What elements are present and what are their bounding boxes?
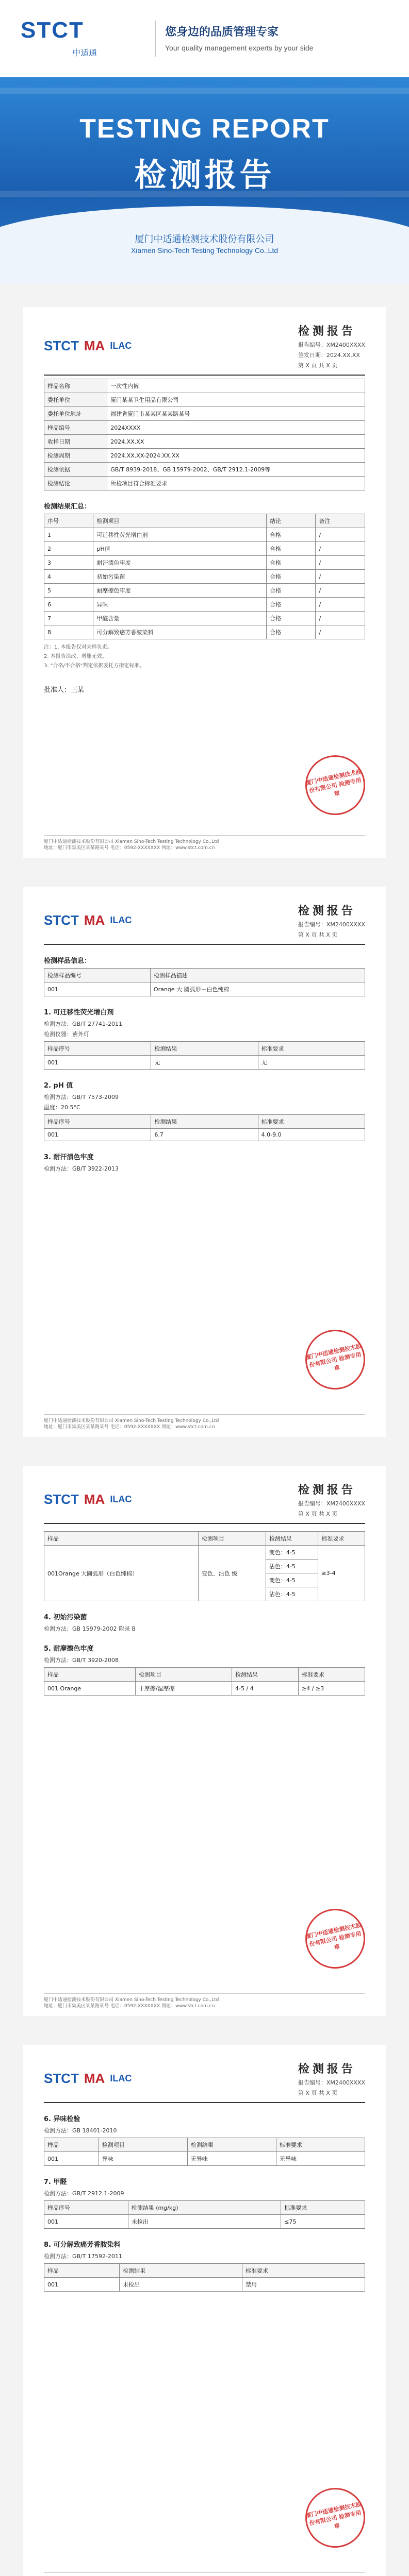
cell: 无异味 xyxy=(276,2152,365,2166)
note: 2. 本报告涂改、增删无效。 xyxy=(44,654,107,659)
result-table xyxy=(44,1667,365,1696)
label: 检测结论 xyxy=(44,477,107,490)
cell: 2 xyxy=(44,542,93,556)
table-row xyxy=(44,612,365,625)
col-header: 检测样品编号 xyxy=(44,969,151,982)
ilac-mark: ILAC xyxy=(110,2073,132,2083)
summary-caption: 检测结果汇总： xyxy=(44,503,91,511)
col-header: 样品 xyxy=(44,1532,199,1546)
label: 委托单位 xyxy=(44,393,107,407)
section-title: 3. 耐汗渍色牢度 xyxy=(44,1154,94,1161)
stct-mark: STCT xyxy=(44,1492,79,1507)
section-title: 6. 异味检验 xyxy=(44,2115,80,2123)
official-stamp: 厦门中适通检测技术股份有限公司 检测专用章 xyxy=(300,750,371,821)
col-header: 检测结果 xyxy=(151,1115,258,1129)
label: 检测方法： xyxy=(44,1165,72,1172)
section-title: 2. pH 值 xyxy=(44,1082,73,1090)
page-header xyxy=(44,902,365,945)
cell: Orange 大 圆弧形－白色纯棉 xyxy=(150,982,365,996)
cell: 1 xyxy=(44,528,93,542)
cma-mark: MA xyxy=(84,1492,105,1507)
page-footer xyxy=(44,1993,365,2010)
report-no-label: 报告编号： xyxy=(298,2079,326,2086)
cell: 无异味 xyxy=(187,2152,276,2166)
method: GB/T 3922-2013 xyxy=(72,1165,119,1172)
label: 检测方法： xyxy=(44,2253,72,2260)
col-header: 标准要求 xyxy=(258,1042,365,1056)
page-header xyxy=(44,1481,365,1524)
section-title: 4. 初始污染菌 xyxy=(44,1614,87,1621)
cell: 甲醛含量 xyxy=(93,612,267,625)
report-no: XM2400XXXX xyxy=(326,342,365,348)
cell: 6.7 xyxy=(151,1129,258,1141)
cell: / xyxy=(316,598,365,612)
cell: 合格 xyxy=(267,556,316,570)
cell: 001 Orange xyxy=(44,1682,136,1696)
section-title: 7. 甲醛 xyxy=(44,2178,67,2186)
report-no: XM2400XXXX xyxy=(326,2079,365,2086)
cell: 001 xyxy=(44,2278,120,2292)
col-header: 样品 xyxy=(44,2264,120,2278)
footer-company: 厦门中适通检测技术股份有限公司 Xiamen Sino-Tech Testing Technology Co.,Ltd xyxy=(44,1418,219,1423)
col-header: 检测项目 xyxy=(93,514,267,528)
client: 厦门某某卫生用品有限公司 xyxy=(107,393,365,407)
table-row xyxy=(44,2215,365,2229)
col-header: 标准要求 xyxy=(242,2264,365,2278)
table-row xyxy=(44,1056,365,1070)
method: GB/T 3920-2008 xyxy=(72,1657,119,1664)
table-row xyxy=(44,1546,365,1560)
report-head xyxy=(298,1481,365,1518)
info-table xyxy=(44,379,365,490)
footer-company: 厦门中适通检测技术股份有限公司 Xiamen Sino-Tech Testing Technology Co.,Ltd xyxy=(44,839,219,844)
device: 紫外灯 xyxy=(72,1031,89,1038)
report-head xyxy=(298,323,365,369)
sign-name: 王某 xyxy=(71,686,85,694)
cell: / xyxy=(316,570,365,584)
cell: / xyxy=(316,625,365,639)
report-head xyxy=(298,902,365,939)
report-page-3 xyxy=(23,1466,386,2016)
col-header: 检测结果 xyxy=(187,2138,276,2152)
ilac-mark: ILAC xyxy=(110,915,132,925)
label: 检测方法： xyxy=(44,2190,72,2197)
table-row xyxy=(44,1129,365,1141)
section-title: 8. 可分解致癌芳香胺染料 xyxy=(44,2241,121,2249)
report-page-2 xyxy=(23,887,386,1437)
col-header: 样品序号 xyxy=(44,2201,128,2215)
cell: pH值 xyxy=(93,542,267,556)
page-header xyxy=(44,323,365,376)
cell: 001 xyxy=(44,2152,99,2166)
report-head xyxy=(298,2060,365,2097)
col-header: 检测项目 xyxy=(135,1668,232,1682)
table-row xyxy=(44,528,365,542)
cell: 无 xyxy=(151,1056,258,1070)
cell: 合格 xyxy=(267,542,316,556)
label: 检测依据 xyxy=(44,463,107,477)
report-no-label: 报告编号： xyxy=(298,921,326,928)
temperature: 20.5°C xyxy=(61,1104,80,1111)
tagline-cn: 您身边的品质管理专家 xyxy=(165,26,279,39)
note: 3. "合格/不合格"判定依据委托方指定标准。 xyxy=(44,663,145,669)
result-table xyxy=(44,2263,365,2292)
report-no: XM2400XXXX xyxy=(326,921,365,928)
report-date: 2024.XX.XX xyxy=(326,352,360,359)
conclusion: 所检项目符合标准要求 xyxy=(107,477,365,490)
page-number: 第 X 页 共 X 页 xyxy=(298,1511,338,1517)
label: 检测方法： xyxy=(44,2127,72,2134)
cell: 4.0-9.0 xyxy=(258,1129,365,1141)
cell: 合格 xyxy=(267,528,316,542)
label: 检测方法： xyxy=(44,1094,72,1100)
label: 样品编号 xyxy=(44,421,107,435)
col-header: 标准要求 xyxy=(276,2138,365,2152)
page-number: 第 X 页 共 X 页 xyxy=(298,931,338,938)
col-header: 检测结果 xyxy=(120,2264,242,2278)
label: 检测周期 xyxy=(44,449,107,463)
footer-address: 地址：厦门市集美区某某路某号 电话：0592-XXXXXXX 网址：www.stct.com.cn xyxy=(44,2004,215,2009)
official-stamp: 厦门中适通检测技术股份有限公司 检测专用章 xyxy=(300,1324,371,1395)
table-row xyxy=(44,625,365,639)
cell: ≥4 / ≥3 xyxy=(299,1682,365,1696)
page-footer xyxy=(44,835,365,852)
label: 收样日期 xyxy=(44,435,107,449)
col-header: 备注 xyxy=(316,514,365,528)
label: 温度： xyxy=(44,1104,61,1111)
official-stamp: 厦门中适通检测技术股份有限公司 检测专用章 xyxy=(300,2482,371,2553)
hero-title-en: TESTING REPORT xyxy=(79,114,330,144)
cell: 001 xyxy=(44,1056,151,1070)
col-header: 检测结果 xyxy=(266,1532,318,1546)
ilac-mark: ILAC xyxy=(110,1494,132,1504)
note: 注：1. 本报告仅对来样负责。 xyxy=(44,645,112,650)
label: 检测仪器： xyxy=(44,1031,72,1038)
col-header: 序号 xyxy=(44,514,93,528)
method: GB/T 2912.1-2009 xyxy=(72,2190,124,2197)
method: GB 18401-2010 xyxy=(72,2127,117,2134)
cell: 合格 xyxy=(267,612,316,625)
cell: 可迁移性荧光增白剂 xyxy=(93,528,267,542)
cell: ≥3-4 xyxy=(318,1546,365,1601)
method: GB/T 17592-2011 xyxy=(72,2253,122,2260)
report-title: 检测报告 xyxy=(298,325,356,338)
official-stamp: 厦门中适通检测技术股份有限公司 检测专用章 xyxy=(300,1903,371,1974)
col-header: 检测项目 xyxy=(198,1532,266,1546)
hero-company-en: Xiamen Sino-Tech Testing Technology Co.,Ltd xyxy=(130,246,279,255)
col-header: 标准要求 xyxy=(258,1115,365,1129)
section-title: 1. 可迁移性荧光增白剂 xyxy=(44,1009,114,1016)
cell: 6 xyxy=(44,598,93,612)
page-header xyxy=(44,2060,365,2103)
cell: 4 xyxy=(44,570,93,584)
cell: 合格 xyxy=(267,625,316,639)
cell: 异味 xyxy=(99,2152,187,2166)
col-header: 检测项目 xyxy=(99,2138,187,2152)
col-header: 检测结果 xyxy=(151,1042,258,1056)
cell: 001 xyxy=(44,1129,151,1141)
cell: 变色：4-5 xyxy=(266,1573,318,1587)
sample-no: 2024XXXX xyxy=(107,421,365,435)
cell: / xyxy=(316,528,365,542)
col-header: 标准要求 xyxy=(281,2201,365,2215)
label: 样品名称 xyxy=(44,379,107,393)
cell: 合格 xyxy=(267,598,316,612)
cma-mark: MA xyxy=(84,338,105,353)
cell: ≤75 xyxy=(281,2215,365,2229)
cell: 耐汗渍色牢度 xyxy=(93,556,267,570)
col-header: 标准要求 xyxy=(318,1532,365,1546)
table-row xyxy=(44,542,365,556)
cell: 可分解致癌芳香胺染料 xyxy=(93,625,267,639)
report-no: XM2400XXXX xyxy=(326,1500,365,1507)
cell: 7 xyxy=(44,612,93,625)
cell: 3 xyxy=(44,556,93,570)
report-title: 检测报告 xyxy=(298,1484,356,1497)
page-footer xyxy=(44,2572,365,2576)
test-standard: GB/T 8939-2018、GB 15979-2002、GB/T 2912.1-2009等 xyxy=(107,463,365,477)
company-logo: STCT xyxy=(21,18,84,43)
ilac-mark: ILAC xyxy=(110,341,132,351)
table-row xyxy=(44,556,365,570)
report-title: 检测报告 xyxy=(298,905,356,918)
stct-mark: STCT xyxy=(44,912,79,928)
report-date-label: 签发日期： xyxy=(298,352,326,359)
received-date: 2024.XX.XX xyxy=(107,435,365,449)
cell: 初始污染菌 xyxy=(93,570,267,584)
cell: / xyxy=(316,556,365,570)
cell: 耐摩擦色牢度 xyxy=(93,584,267,598)
cell: 合格 xyxy=(267,570,316,584)
col-header: 结论 xyxy=(267,514,316,528)
cell: 4-5 / 4 xyxy=(232,1682,299,1696)
cell: 未检出 xyxy=(128,2215,281,2229)
summary-table xyxy=(44,514,365,639)
label: 检测方法： xyxy=(44,1657,72,1664)
method: GB/T 27741-2011 xyxy=(72,1021,122,1027)
section-title: 检测样品信息： xyxy=(44,957,91,965)
table-row xyxy=(44,2278,365,2292)
cell: 沾色：4-5 xyxy=(266,1560,318,1573)
table-row xyxy=(44,2152,365,2166)
label: 检测方法： xyxy=(44,1625,72,1632)
client-address: 福建省厦门市某某区某某路某号 xyxy=(107,407,365,421)
hero-banner xyxy=(0,77,409,283)
company-logo-cn: 中适通 xyxy=(72,48,97,58)
cell: 干摩擦/湿摩擦 xyxy=(135,1682,232,1696)
banner-stripe xyxy=(0,88,409,94)
cell: / xyxy=(316,612,365,625)
cell: / xyxy=(316,584,365,598)
report-no-label: 报告编号： xyxy=(298,1500,326,1507)
cell: 001Orange 大圆弧形（白色纯棉） xyxy=(44,1546,199,1601)
cell: 合格 xyxy=(267,584,316,598)
cell: 未检出 xyxy=(120,2278,242,2292)
page-footer xyxy=(44,1414,365,1431)
footer-company: 厦门中适通检测技术股份有限公司 Xiamen Sino-Tech Testing Technology Co.,Ltd xyxy=(44,1997,219,2003)
cell: 8 xyxy=(44,625,93,639)
footer-address: 地址：厦门市集美区某某路某号 电话：0592-XXXXXXX 网址：www.stct.com.cn xyxy=(44,845,215,851)
table-row xyxy=(44,982,365,996)
col-header: 样品 xyxy=(44,1668,136,1682)
col-header: 检测样品描述 xyxy=(150,969,365,982)
result-table xyxy=(44,1114,365,1141)
cell: / xyxy=(316,542,365,556)
stct-mark: STCT xyxy=(44,2071,79,2086)
col-header: 检测结果 xyxy=(232,1668,299,1682)
sign-label: 批准人： xyxy=(44,686,71,694)
cell: 001 xyxy=(44,982,151,996)
col-header: 标准要求 xyxy=(299,1668,365,1682)
test-period: 2024.XX.XX-2024.XX.XX xyxy=(107,449,365,463)
label: 委托单位地址 xyxy=(44,407,107,421)
method: GB/T 7573-2009 xyxy=(72,1094,119,1100)
report-page-1 xyxy=(23,307,386,858)
report-page-4 xyxy=(23,2045,386,2576)
result-table xyxy=(44,2138,365,2166)
col-header: 样品序号 xyxy=(44,1115,151,1129)
result-table xyxy=(44,2200,365,2229)
cell: 无 xyxy=(258,1056,365,1070)
sample-table xyxy=(44,968,365,996)
cell: 变色：4-5 xyxy=(266,1546,318,1560)
cell: 5 xyxy=(44,584,93,598)
sample-name: 一次性内裤 xyxy=(107,379,365,393)
cell: 001 xyxy=(44,2215,128,2229)
divider xyxy=(155,21,156,57)
page-number: 第 X 页 共 X 页 xyxy=(298,2090,338,2096)
stct-mark: STCT xyxy=(44,338,79,353)
hero-company-cn: 厦门中适通检测技术股份有限公司 xyxy=(135,234,274,245)
section-title: 5. 耐摩擦色牢度 xyxy=(44,1645,94,1653)
table-row xyxy=(44,570,365,584)
cell: 禁用 xyxy=(242,2278,365,2292)
hero-title-cn: 检测报告 xyxy=(134,156,275,194)
label: 检测方法： xyxy=(44,1021,72,1027)
col-header: 检测结果 (mg/kg) xyxy=(128,2201,281,2215)
table-row xyxy=(44,1682,365,1696)
brand-header xyxy=(0,0,409,77)
tagline-en: Your quality management experts by your side xyxy=(165,44,314,52)
method: GB 15979-2002 附录 B xyxy=(72,1625,136,1632)
result-table xyxy=(44,1041,365,1070)
cell: 异味 xyxy=(93,598,267,612)
col-header: 样品序号 xyxy=(44,1042,151,1056)
footer-address: 地址：厦门市集美区某某路某号 电话：0592-XXXXXXX 网址：www.stct.com.cn xyxy=(44,1425,215,1430)
cell: 沾色：4-5 xyxy=(266,1587,318,1601)
fastness-table xyxy=(44,1531,365,1601)
report-title: 检测报告 xyxy=(298,2063,356,2076)
report-no-label: 报告编号： xyxy=(298,342,326,348)
page-number: 第 X 页 共 X 页 xyxy=(298,362,338,369)
cell: 变色、沾色 级 xyxy=(198,1546,266,1601)
table-row xyxy=(44,598,365,612)
cma-mark: MA xyxy=(84,912,105,928)
col-header: 样品 xyxy=(44,2138,99,2152)
table-row xyxy=(44,584,365,598)
cma-mark: MA xyxy=(84,2071,105,2086)
